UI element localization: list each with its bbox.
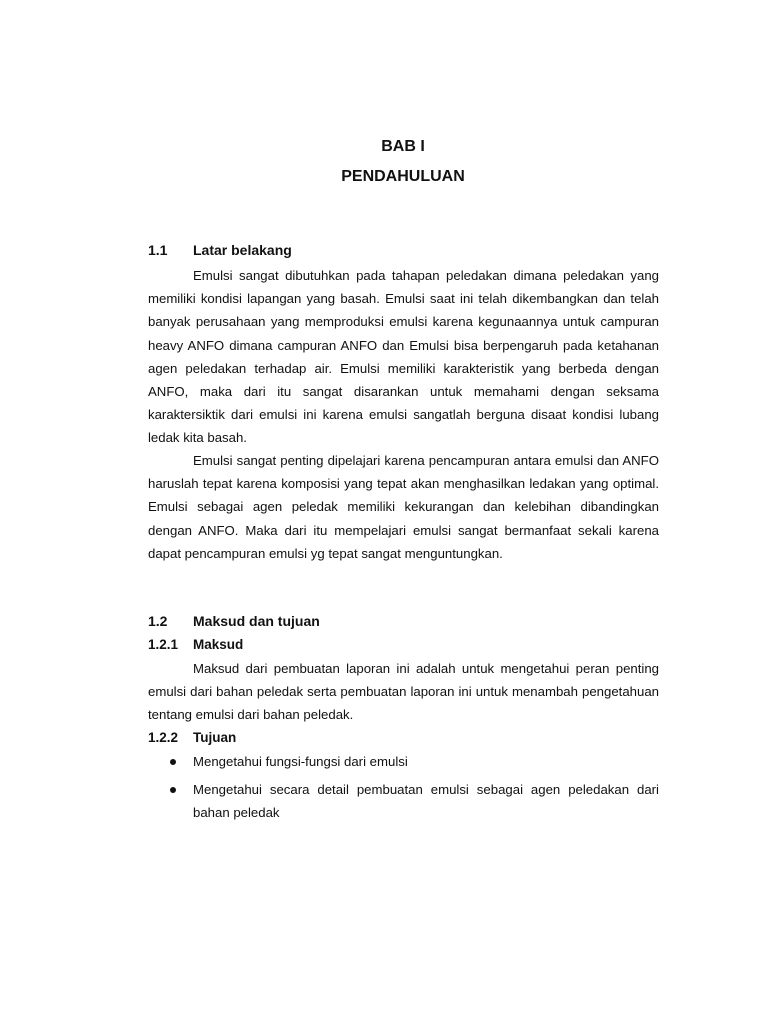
section-number: 1.2 [148,613,168,629]
section-title: Maksud dan tujuan [193,613,320,629]
tujuan-list [148,750,659,825]
paragraph-latar-1: Emulsi sangat dibutuhkan pada tahapan peledakan dimana peledakan yang memiliki kondisi lapangan yang basah. Emulsi saat ini telah dikembangkan dan telah banyak perusahaan yang memproduksi emulsi karena kegunaannya untuk campuran heavy ANFO dimana campuran ANFO dan Emulsi bisa berpengaruh pada ketahanan agen peledakan terhadap air. Emulsi memiliki karakteristik yang berbeda dengan ANFO, maka dari itu sangat disarankan untuk memahami dengan seksama karaktersiktik dari emulsi ini karena emulsi sangatlah berguna disaat kondisi lubang ledak kita basah. [148,268,659,446]
list-item [148,750,659,773]
subsection-number: 1.2.1 [148,637,179,652]
subsection-heading-tujuan [148,730,236,745]
section-heading-1-1 [148,242,292,258]
section-number: 1.1 [148,242,168,258]
list-item [148,778,659,824]
section-heading-1-2 [148,613,320,629]
subsection-number: 1.2.2 [148,730,179,745]
bullet-icon [170,759,176,765]
chapter-number: BAB I [381,138,425,155]
subsection-title: Tujuan [193,730,237,745]
paragraph-latar-2: Emulsi sangat penting dipelajari karena pencampuran antara emulsi dan ANFO haruslah tepat karena komposisi yang tepat akan menghasilkan ledakan yang optimal. Emulsi sebagai agen peledak memiliki kekurangan dan kelebihan dibandingkan dengan ANFO. Maka dari itu mempelajari emulsi sangat bermanfaat sekali karena dapat pencampuran emulsi yg tepat sangat menguntungkan. [148,453,659,561]
paragraph-maksud: Maksud dari pembuatan laporan ini adalah untuk mengetahui peran penting emulsi dari bahan peledak serta pembuatan laporan ini untuk menambah pengetahuan tentang emulsi dari bahan peledak. [148,661,659,723]
section-title: Latar belakang [193,242,292,258]
chapter-title: PENDAHULUAN [341,168,465,185]
list-item-text: Mengetahui secara detail pembuatan emulsi sebagai agen peledakan dari bahan peledak [193,782,659,821]
list-item-text: Mengetahui fungsi-fungsi dari emulsi [193,754,408,769]
subsection-heading-maksud [148,637,243,652]
subsection-title: Maksud [193,637,244,652]
bullet-icon [170,787,176,793]
